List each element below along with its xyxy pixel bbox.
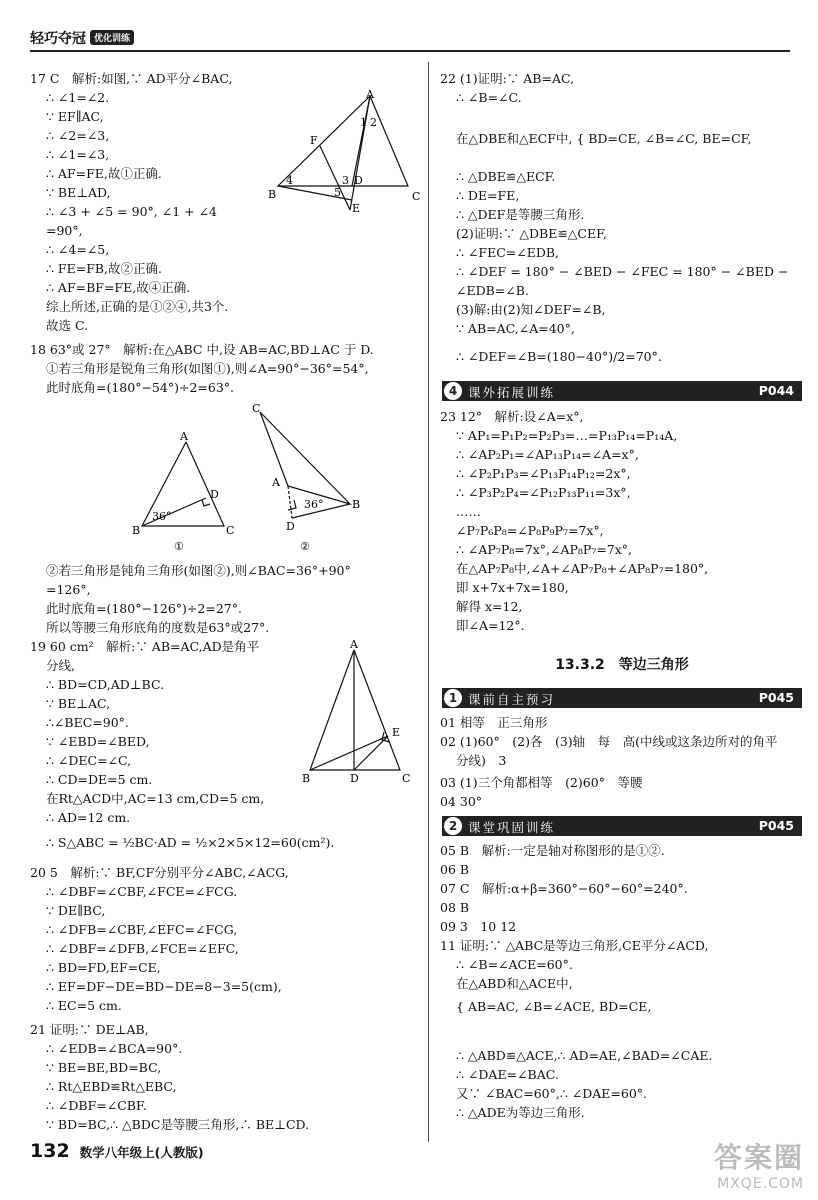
brand-logo (30, 28, 134, 48)
answer-line: ∴ AF=BF=FE,故④正确. (46, 280, 191, 295)
answer-line: 03 (1)三个角都相等 (2)60° 等腰 (440, 775, 643, 790)
answer-line: { AB=AC, ∠B=∠ACE, BD=CE, (456, 999, 652, 1014)
answer-line: 23 12° 解析:设∠A=x°, (440, 409, 584, 424)
answer-line: 在△DBE和△ECF中, { BD=CE, ∠B=∠C, BE=CF, (456, 131, 752, 146)
answer-line: ∠EDB=∠B. (456, 283, 529, 298)
answer-line: ∴ ∠AP₇P₈=7x°,∠AP₈P₇=7x°, (456, 542, 633, 557)
section-bar-preview (442, 688, 802, 708)
section-page-ref: P045 (758, 690, 794, 705)
section-bar-consolidation (442, 816, 802, 836)
figure-label: C (412, 190, 421, 203)
answer-line: 分线) 3 (456, 753, 507, 768)
page-footer (30, 1140, 204, 1162)
answer-line: ∵ AP₁=P₁P₂=P₂P₃=…=P₁₃P₁₄=P₁₄A, (456, 428, 678, 443)
answer-line: ∴ AD=12 cm. (46, 810, 131, 825)
answer-line: 02 (1)60° (2)各 (3)轴 每 高(中线或这条边所对的角平 (440, 734, 778, 749)
answer-line: ∵ DE∥BC, (46, 903, 106, 918)
answer-line: ∴ BD=FD,EF=CE, (46, 960, 161, 975)
figure-18-2 (252, 400, 362, 556)
answer-line: =126°, (46, 582, 91, 597)
figure-label: D (354, 174, 363, 187)
answer-line: …… (456, 504, 481, 519)
watermark (714, 1136, 804, 1192)
answer-line: 又∵ ∠BAC=60°,∴ ∠DAE=60°. (456, 1086, 648, 1101)
answer-line: 即∠A=12°. (456, 618, 525, 633)
figure-label: 36° (304, 498, 324, 511)
section-title: 课前自主预习 (468, 692, 556, 707)
answer-line: ∴ EC=5 cm. (46, 998, 122, 1013)
answer-line: ∴ ∠2=∠3, (46, 128, 110, 143)
figure-label: ① (174, 540, 184, 553)
answer-line: 在△ABD和△ACE中, (456, 976, 573, 991)
answer-line: ∴ ∠3 + ∠5 = 90°, ∠1 + ∠4 (46, 204, 217, 219)
answer-line: ∵ ∠EBD=∠BED, (46, 734, 150, 749)
answer-line: ∴ ∠DEF = 180° − ∠BED − ∠FEC = 180° − ∠BED − (456, 264, 789, 279)
answer-line: ∵ EF∥AC, (46, 109, 104, 124)
answer-line: ∴ △DEF是等腰三角形. (456, 207, 585, 222)
figure-label: D (350, 772, 359, 785)
figure-label: A (180, 430, 188, 443)
figure-label: 36° (152, 510, 172, 523)
answer-line: 17 C 解析:如图,∵ AD平分∠BAC, (30, 71, 233, 86)
answer-line: 即 x+7x+7x=180, (456, 580, 569, 595)
subsection-title: 13.3.2 等边三角形 (555, 657, 689, 673)
answer-line: ∴ ∠DEC=∠C, (46, 753, 132, 768)
figure-label: D (286, 520, 295, 533)
section-number: 1 (444, 689, 462, 707)
answer-line: 21 证明:∵ DE⊥AB, (30, 1022, 149, 1037)
figure-label: A (350, 640, 358, 651)
answer-line: 18 63°或 27° 解析:在△ABC 中,设 AB=AC,BD⊥AC 于 D. (30, 342, 374, 357)
answer-line: 06 B (440, 862, 470, 877)
answer-line: 分线, (46, 658, 75, 673)
answer-line: ∴ ∠DAE=∠BAC. (456, 1067, 559, 1082)
answer-line: 所以等腰三角形底角的度数是63°或27°. (46, 620, 270, 635)
figure-label: B (352, 498, 361, 511)
answer-line: ∴ BD=CD,AD⊥BC. (46, 677, 165, 692)
answer-line: ①若三角形是锐角三角形(如图①),则∠A=90°−36°=54°, (46, 361, 369, 376)
figure-label: 1 (360, 116, 367, 129)
answer-line: =90°, (46, 223, 83, 238)
answer-line: ∴ CD=DE=5 cm. (46, 772, 153, 787)
answer-line: ∴ ∠DBF=∠CBF,∠FCE=∠FCG. (46, 884, 238, 899)
figure-label: B (132, 524, 141, 537)
answer-line: ∴ AF=FE,故①正确. (46, 166, 162, 181)
answer-line: ∵ BE=BE,BD=BC, (46, 1060, 162, 1075)
figure-19 (300, 640, 420, 786)
answer-line: (3)解:由(2)知∠DEF=∠B, (456, 302, 606, 317)
brand-badge: 优化训练 (90, 30, 134, 45)
page-header (30, 28, 790, 52)
answer-line: 故选 C. (46, 318, 89, 333)
answer-line: 在△AP₇P₈中,∠A+∠AP₇P₈+∠AP₈P₇=180°, (456, 561, 709, 576)
answer-line: ∴ ∠DEF=∠B=(180−40°)/2=70°. (456, 349, 662, 364)
figure-18-1 (130, 430, 240, 554)
answer-line: ∴ ∠1=∠3, (46, 147, 110, 162)
answer-line: 11 证明:∵ △ABC是等边三角形,CE平分∠ACD, (440, 938, 709, 953)
figure-label: 4 (286, 174, 293, 187)
answer-line: ∵ BE⊥AC, (46, 696, 111, 711)
figure-label: F (310, 134, 318, 147)
answer-line: 此时底角=(180°−126°)÷2=27°. (46, 601, 242, 616)
answer-line: ∴ Rt△EBD≌Rt△EBC, (46, 1079, 177, 1094)
answer-line: 09 3 10 12 (440, 919, 517, 934)
answer-line: 08 B (440, 900, 470, 915)
answer-line: ∴ S△ABC = ½BC·AD = ½×2×5×12=60(cm²). (46, 835, 335, 850)
answer-line: ∴ ∠B=∠ACE=60°. (456, 957, 573, 972)
figure-label: E (392, 726, 401, 739)
answer-line: (2)证明:∵ △DBE≌△CEF, (456, 226, 607, 241)
answer-line: 此时底角=(180°−54°)÷2=63°. (46, 380, 234, 395)
figure-17 (262, 88, 422, 220)
answer-line: ∴ ∠1=∠2. (46, 90, 110, 105)
answer-line: 01 相等 正三角形 (440, 715, 548, 730)
book-title: 数学八年级上(人教版) (79, 1145, 204, 1160)
section-page-ref: P044 (758, 383, 794, 398)
answer-line: ∴ ∠P₂P₁P₃=∠P₁₃P₁₄P₁₂=2x°, (456, 466, 631, 481)
figure-label: C (226, 524, 235, 537)
section-number: 2 (444, 817, 462, 835)
answer-line: 22 (1)证明:∵ AB=AC, (440, 71, 575, 86)
figure-label: E (352, 202, 361, 215)
section-number: 4 (444, 382, 462, 400)
answer-line: ∴ ∠DBF=∠CBF. (46, 1098, 147, 1113)
answer-line: ∵ BD=BC,∴ △BDC是等腰三角形,∴ BE⊥CD. (46, 1117, 310, 1132)
answer-line: ∠P₇P₆P₈=∠P₈P₉P₇=7x°, (456, 523, 604, 538)
answer-line: 05 B 解析:一定是轴对称图形的是①②. (440, 843, 665, 858)
answer-line: 在Rt△ACD中,AC=13 cm,CD=5 cm, (46, 791, 265, 806)
answer-line: ∴ ∠P₃P₂P₄=∠P₁₂P₁₃P₁₁=3x°, (456, 485, 631, 500)
brand-name: 轻巧夺冠 (30, 31, 86, 47)
answer-line: ∵ BE⊥AD, (46, 185, 111, 200)
figure-label: B (268, 188, 277, 201)
answer-line: 20 5 解析:∵ BF,CF分别平分∠ABC,∠ACG, (30, 865, 289, 880)
page-number: 132 (30, 1140, 70, 1162)
answer-line: 解得 x=12, (456, 599, 523, 614)
answer-line: ②若三角形是钝角三角形(如图②),则∠BAC=36°+90° (46, 563, 351, 578)
answer-line: ∴ △ABD≌△ACE,∴ AD=AE,∠BAD=∠CAE. (456, 1048, 713, 1063)
figure-label: A (366, 88, 374, 101)
answer-line: ∴ △DBE≌△ECF. (456, 169, 556, 184)
answer-line: ∵ AB=AC,∠A=40°, (456, 321, 575, 336)
answer-line: ∴ ∠DBF=∠DFB,∠FCE=∠EFC, (46, 941, 239, 956)
figure-label: 5 (334, 186, 341, 199)
answer-line: ∴ EF=DF−DE=BD−DE=8−3=5(cm), (46, 979, 282, 994)
figure-label: D (210, 488, 219, 501)
answer-line: ∴ ∠EDB=∠BCA=90°. (46, 1041, 183, 1056)
answer-line: ∴ FE=FB,故②正确. (46, 261, 163, 276)
answer-line: 07 C 解析:α+β=360°−60°−60°=240°. (440, 881, 688, 896)
section-page-ref: P045 (758, 818, 794, 833)
answer-line: ∴ ∠FEC=∠EDB, (456, 245, 560, 260)
watermark-logo: 答案圈 (713, 1141, 804, 1174)
figure-label: A (272, 476, 280, 489)
answer-line: 04 30° (440, 794, 483, 809)
figure-label: 3 (342, 174, 349, 187)
figure-label: 2 (370, 116, 377, 129)
answer-line: ∴ ∠B=∠C. (456, 90, 522, 105)
answer-line: 19 60 cm² 解析:∵ AB=AC,AD是角平 (30, 639, 260, 654)
figure-label: ② (300, 540, 310, 553)
answer-line: ∴ ∠DFB=∠CBF,∠EFC=∠FCG, (46, 922, 238, 937)
figure-label: C (252, 402, 261, 415)
figure-label: C (402, 772, 411, 785)
answer-line: ∴ DE=FE, (456, 188, 520, 203)
answer-line: ∴ △ADE为等边三角形. (456, 1105, 585, 1120)
answer-line: 综上所述,正确的是①②④,共3个. (46, 299, 229, 314)
answer-line: ∴ ∠4=∠5, (46, 242, 110, 257)
section-bar-extension (442, 381, 802, 401)
watermark-url: MXQE.COM (717, 1176, 804, 1192)
column-divider (428, 62, 429, 1142)
section-title: 课外拓展训练 (468, 385, 556, 400)
answer-line: ∴ ∠AP₂P₁=∠AP₁₃P₁₄=∠A=x°, (456, 447, 639, 462)
section-title: 课堂巩固训练 (468, 820, 556, 835)
answer-line: ∴∠BEC=90°. (46, 715, 129, 730)
figure-label: B (302, 772, 311, 785)
